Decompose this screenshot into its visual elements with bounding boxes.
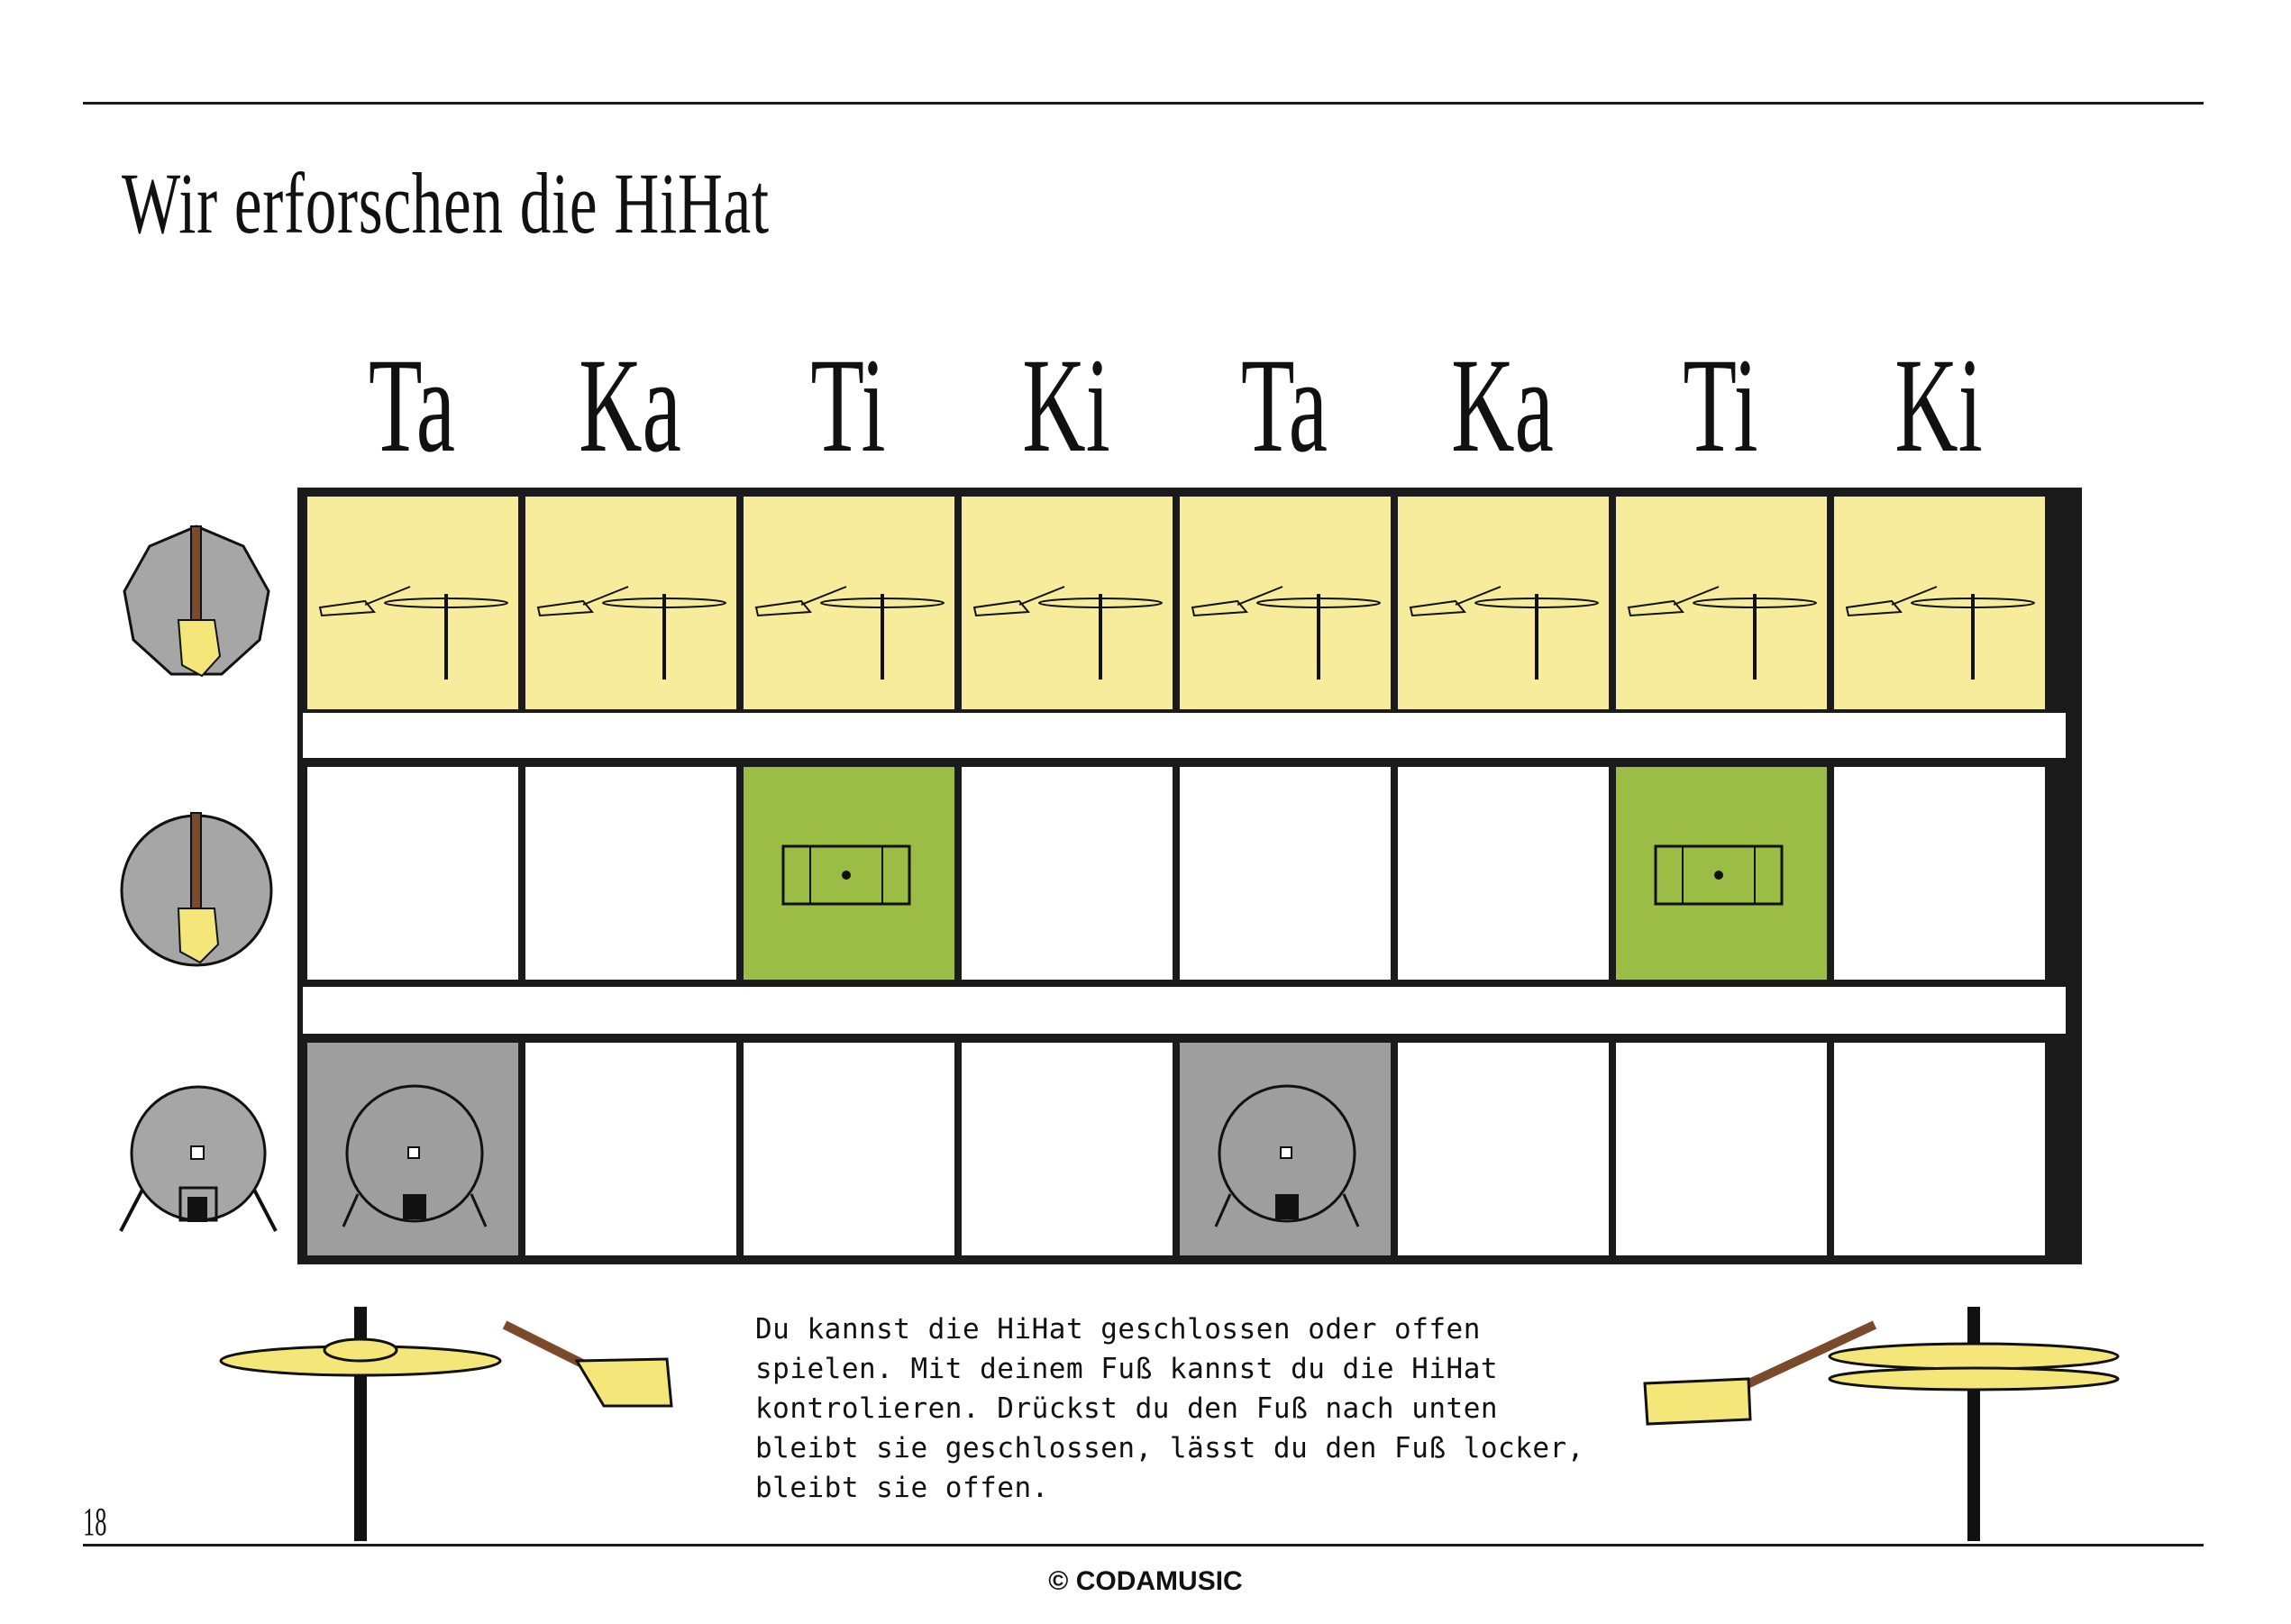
hihat-stroke-icon	[1838, 504, 2036, 702]
row-separator	[303, 713, 2066, 758]
syllable-label: Ti	[1683, 331, 1758, 480]
grid-cell-bass-drum[interactable]	[525, 1043, 736, 1255]
grid-cell-snare[interactable]	[307, 767, 518, 980]
page-number: 18	[83, 1500, 107, 1544]
grid-cell-snare[interactable]	[744, 767, 954, 980]
grid-cell-hihat[interactable]	[1834, 497, 2045, 709]
grid-cell-bass-drum[interactable]	[307, 1043, 518, 1255]
grid-cell-snare[interactable]	[525, 767, 736, 980]
syllable-label: Ki	[1022, 331, 1110, 480]
hihat-stroke-icon	[529, 504, 727, 702]
info-text: Du kannst die HiHat geschlossen oder offen spielen. Mit deinem Fuß kannst du die HiHat kontrolieren. Drückst du den Fuß nach unten bleibt sie geschlossen, lässt du den Fuß locker, bleibt sie offen.	[755, 1313, 1584, 1504]
hihat-stroke-icon	[1183, 504, 1382, 702]
copyright: © CODAMUSIC	[1048, 1566, 1243, 1596]
grid-cell-bass-drum[interactable]	[744, 1043, 954, 1255]
grid-cell-snare[interactable]	[1616, 767, 1827, 980]
hihat-stroke-icon	[1620, 504, 1818, 702]
grid-cell-snare[interactable]	[1398, 767, 1609, 980]
snare-stroke-icon	[1620, 774, 1818, 972]
grid-cell-bass-drum[interactable]	[1398, 1043, 1609, 1255]
grid-cell-hihat[interactable]	[1180, 497, 1391, 709]
top-rule	[83, 102, 2204, 105]
syllable-label: Ta	[368, 331, 456, 480]
grid-cell-hihat[interactable]	[1616, 497, 1827, 709]
grid-cell-bass-drum[interactable]	[962, 1043, 1173, 1255]
hihat-stroke-icon	[1401, 504, 1600, 702]
snare-stroke-icon	[747, 774, 945, 972]
grid-cell-hihat[interactable]	[744, 497, 954, 709]
grid-cell-bass-drum[interactable]	[1834, 1043, 2045, 1255]
grid-cell-hihat[interactable]	[962, 497, 1173, 709]
grid-cell-hihat[interactable]	[525, 497, 736, 709]
bass-drum-stroke-icon	[311, 1050, 509, 1248]
hihat-stick-hand-icon	[115, 521, 278, 683]
grid-cell-snare[interactable]	[1834, 767, 2045, 980]
syllable-label: Ta	[1240, 331, 1328, 480]
bottom-rule	[83, 1544, 2204, 1546]
grid-cell-snare[interactable]	[1180, 767, 1391, 980]
hihat-open-right-icon	[1640, 1271, 2127, 1541]
grid-cell-hihat[interactable]	[307, 497, 518, 709]
hihat-closed-left-icon	[216, 1271, 685, 1541]
bass-drum-stroke-icon	[1183, 1050, 1382, 1248]
grid-cell-bass-drum[interactable]	[1616, 1043, 1827, 1255]
syllable-label: Ki	[1894, 331, 1983, 480]
row-separator	[303, 987, 2066, 1034]
grid-cell-snare[interactable]	[962, 767, 1173, 980]
grid-cell-bass-drum[interactable]	[1180, 1043, 1391, 1255]
syllable-label: Ti	[810, 331, 886, 480]
rhythm-grid	[297, 488, 2082, 1264]
hihat-stroke-icon	[965, 504, 1164, 702]
syllable-label: Ka	[1451, 331, 1554, 480]
hihat-stroke-icon	[311, 504, 509, 702]
grid-cell-hihat[interactable]	[1398, 497, 1609, 709]
hihat-stroke-icon	[747, 504, 945, 702]
syllable-label: Ka	[579, 331, 681, 480]
snare-stick-hand-icon	[117, 809, 276, 968]
bass-drum-icon	[115, 1081, 281, 1235]
page-title: Wir erforschen die HiHat	[122, 155, 770, 251]
